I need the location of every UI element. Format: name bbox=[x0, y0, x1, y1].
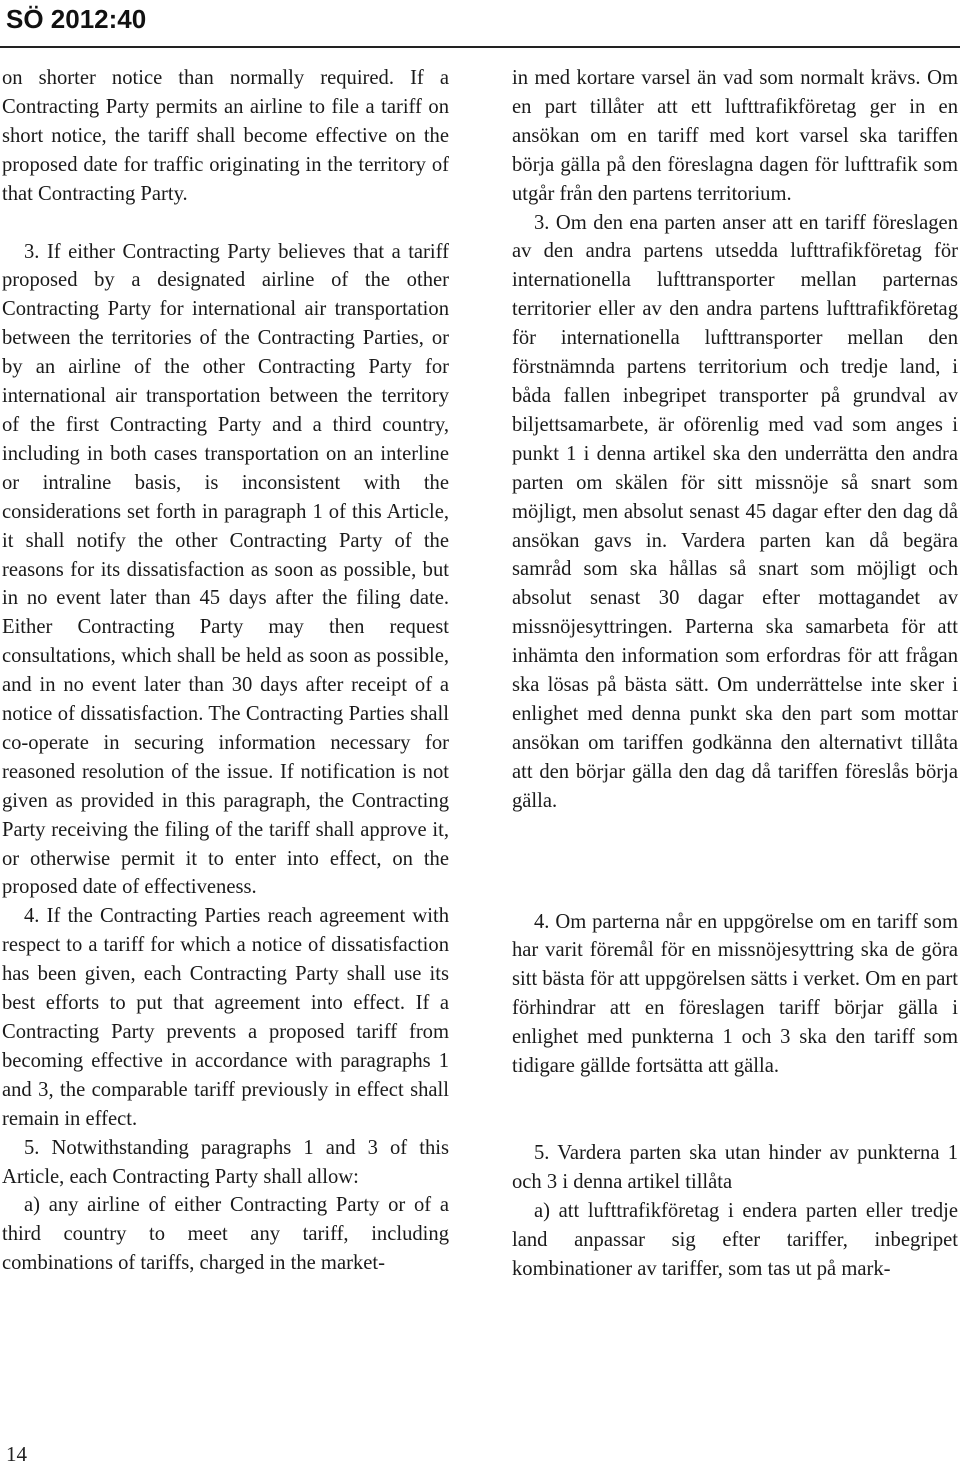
english-column bbox=[2, 64, 449, 1278]
en-paragraph-3: 3. If either Contracting Party believes that a tariff proposed by a designated airline of the other Contracting Party for international air transportation between the territories of the Contracting Parties, or by an airline of the other Contracting Party for international air transportation between the territory of the first Contracting Party and a third country, including in both cases transportation on an interline or intraline basis, is inconsistent with the considerations set forth in paragraph 1 of this Article, it shall notify the other Contracting Party of the reasons for its dissatisfaction as soon as possible, but in no event later than 45 days after the filing date. Either Contracting Party may then request consultations, which shall be held as soon as possible, and in no event later than 30 days after receipt of a notice of dissatisfaction. The Contracting Parties shall co-operate in securing information necessary for reasoned resolution of the issue. If notification is not given as provided in this paragraph, the Contracting Party receiving the filing of the tariff shall approve it, or otherwise permit it to enter into effect, on the proposed date of effectiveness. bbox=[2, 240, 449, 899]
en-paragraph-4: 4. If the Contracting Parties reach agreement with respect to a tariff for which a notice of dissatisfaction has been given, each Contracting Party shall use its best efforts to put that agreement into effect. If a Contracting Party prevents a proposed tariff from becoming effective in accordance with paragraphs 1 and 3, the comparable tariff previously in effect shall remain in effect. bbox=[2, 905, 449, 1130]
document-id-header: SÖ 2012:40 bbox=[6, 4, 147, 34]
sv-paragraph-3: 3. Om den ena parten anser att en tariff föreslagen av den andra partens utsedda lufttrafikföretag för internationella lufttransporter mellan parternas territorier eller av den andra partens lufttrafikföretag för internationella lufttransporter mellan den förstnämnda partens territorium och tredje land, i båda fallen inbegripet transporter på grundval av biljettsamarbete, är oförenlig med vad som anges i punkt 1 i denna artikel ska den underrätta den andra parten om skälen för sitt missnöje så snart som möjligt, men absolut senast 45 dagar efter den dag då ansökan gavs in. Vardera parten kan då begära samråd som ska hållas så snart som möjligt och absolut senast 30 dagar efter mottagandet av missnöjesyttringen. Parterna ska samarbeta för att inhämta den information som erfordras för att frågan ska lösas på bästa sätt. Om underrättelse inte sker i enlighet med denna punkt ska den part som mottar ansökan om tariffen godkänna den alternativt tillåta att den börjar gälla den dag då tariffen föreslås börja gälla. bbox=[512, 211, 958, 812]
sv-paragraph-4: 4. Om parterna når en uppgörelse om en tariff som har varit föremål för en missnöjesyttring ska de göra sitt bästa för att uppgörelsen sätts i verket. Om en part förhindrar att en föreslagen tariff börjar gälla i enlighet med punkterna 1 och 3 ska den tariff som tidigare gällde fortsätta att gälla. bbox=[512, 910, 958, 1078]
sv-paragraph-5a: a) att lufttrafikföretag i endera parten eller tredje land anpassar sig efter tariffer, inbegripet kombinationer av tariffer, som tas ut på mark- bbox=[512, 1199, 958, 1280]
header-divider bbox=[0, 46, 960, 48]
en-paragraph-continuation: on shorter notice than normally required. If a Contracting Party permits an airline to file a tariff on short notice, the tariff shall become effective on the proposed date for traffic originating in the territory of that Contracting Party. bbox=[2, 67, 449, 205]
en-paragraph-5a: a) any airline of either Contracting Party or of a third country to meet any tariff, including combinations of tariffs, charged in the market- bbox=[2, 1194, 449, 1275]
swedish-column bbox=[512, 64, 958, 1284]
sv-paragraph-continuation: in med kortare varsel än vad som normalt krävs. Om en part tillåter att ett lufttrafikföretag ger in en ansökan om en tariff med kort varsel ska tariffen börja gälla på den föreslagna dagen för lufttrafik som utgår från den partens territorium. bbox=[512, 67, 958, 205]
page-number: 14 bbox=[6, 1442, 27, 1466]
sv-paragraph-5: 5. Vardera parten ska utan hinder av punkterna 1 och 3 i denna artikel tillåta bbox=[512, 1142, 958, 1193]
en-paragraph-5: 5. Notwithstanding paragraphs 1 and 3 of this Article, each Contracting Party shall allow: bbox=[2, 1136, 449, 1188]
